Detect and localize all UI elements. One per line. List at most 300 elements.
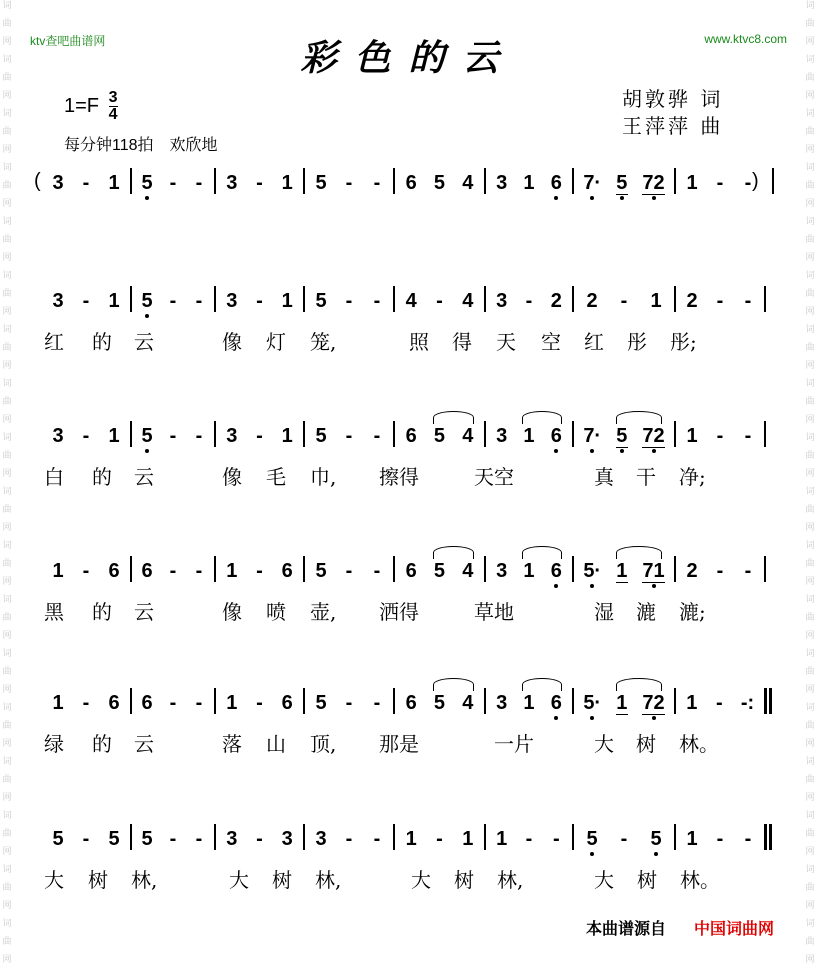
side-watermark-char: 曲 bbox=[2, 289, 12, 299]
side-watermark-char: 网 bbox=[805, 955, 815, 963]
lyric-word: 天 bbox=[496, 330, 516, 354]
measure bbox=[44, 560, 128, 582]
side-watermark-char: 网 bbox=[805, 523, 815, 533]
note: 6 bbox=[405, 692, 417, 714]
note: - bbox=[169, 828, 177, 850]
lyric-word: 山 bbox=[266, 732, 286, 756]
note: 6 bbox=[108, 560, 120, 582]
bar-line bbox=[303, 688, 305, 714]
note: 3 bbox=[496, 560, 508, 582]
bar-line bbox=[764, 421, 766, 447]
lyricist-credit: 胡敦骅 词 bbox=[622, 87, 724, 111]
note: - bbox=[744, 425, 752, 447]
watermark-left[interactable]: ktv查吧曲谱网 bbox=[30, 34, 106, 48]
measure bbox=[307, 692, 391, 714]
side-watermark-char: 网 bbox=[805, 361, 815, 371]
left-watermark-strip bbox=[0, 0, 14, 963]
bar-line bbox=[130, 556, 132, 582]
note: 4 bbox=[462, 560, 474, 582]
note: - bbox=[716, 425, 724, 447]
note: 5 bbox=[315, 692, 327, 714]
side-watermark-char: 词 bbox=[805, 541, 815, 551]
note: 1 bbox=[523, 692, 535, 714]
note: 4 bbox=[405, 290, 417, 312]
side-watermark-char: 曲 bbox=[2, 559, 12, 569]
note: - bbox=[82, 828, 90, 850]
measure bbox=[218, 290, 301, 312]
note: 5· bbox=[583, 560, 602, 582]
bar-line bbox=[484, 824, 486, 850]
bar-line bbox=[572, 286, 574, 312]
side-watermark-char: 网 bbox=[805, 793, 815, 803]
note: -: bbox=[740, 692, 755, 714]
measure bbox=[218, 425, 301, 447]
side-watermark-char: 网 bbox=[2, 955, 12, 963]
note: - bbox=[373, 290, 381, 312]
bar-line bbox=[393, 421, 395, 447]
bar-line bbox=[484, 286, 486, 312]
side-watermark-char: 词 bbox=[805, 595, 815, 605]
side-watermark-char: 词 bbox=[2, 109, 12, 119]
note: 5 bbox=[141, 425, 153, 447]
side-watermark-char: 网 bbox=[805, 253, 815, 263]
lyric-word: 落 bbox=[222, 732, 242, 756]
measure bbox=[678, 290, 762, 312]
side-watermark-char: 曲 bbox=[2, 343, 12, 353]
lyric-word: 笼, bbox=[310, 330, 337, 354]
side-watermark-char: 词 bbox=[805, 109, 815, 119]
note: - bbox=[716, 560, 724, 582]
side-watermark-char: 词 bbox=[2, 703, 12, 713]
side-watermark-char: 词 bbox=[2, 217, 12, 227]
measure bbox=[307, 828, 391, 850]
side-watermark-char: 曲 bbox=[2, 73, 12, 83]
side-watermark-char: 网 bbox=[2, 631, 12, 641]
note: 72 bbox=[642, 691, 665, 714]
note: 6 bbox=[141, 692, 153, 714]
slur bbox=[522, 411, 562, 424]
side-watermark-char: 曲 bbox=[2, 19, 12, 29]
measure bbox=[218, 560, 301, 582]
note: 3 bbox=[52, 290, 64, 312]
slur bbox=[433, 411, 474, 424]
note: 1 bbox=[108, 172, 120, 194]
note: - bbox=[373, 560, 381, 582]
note: - bbox=[82, 560, 90, 582]
side-watermark-char: 曲 bbox=[805, 289, 815, 299]
note: 5 bbox=[616, 171, 628, 194]
lyric-word: 红 bbox=[584, 330, 604, 354]
measure bbox=[678, 560, 762, 582]
note: - bbox=[525, 828, 533, 850]
side-watermark-char: 词 bbox=[2, 919, 12, 929]
side-watermark-char: 曲 bbox=[2, 235, 12, 245]
lyric-word: 壶, bbox=[310, 600, 337, 624]
side-watermark-char: 网 bbox=[2, 793, 12, 803]
side-watermark-char: 曲 bbox=[805, 505, 815, 515]
note: 3 bbox=[226, 172, 238, 194]
note: 3 bbox=[496, 290, 508, 312]
note: 5 bbox=[141, 290, 153, 312]
note: 3 bbox=[496, 172, 508, 194]
bar-line bbox=[674, 421, 676, 447]
note: 3 bbox=[226, 828, 238, 850]
watermark-right[interactable]: www.ktvc8.com bbox=[704, 32, 787, 46]
side-watermark-char: 词 bbox=[805, 325, 815, 335]
note: - bbox=[345, 560, 353, 582]
side-watermark-char: 曲 bbox=[805, 883, 815, 893]
lyric-word: 的 bbox=[92, 465, 112, 489]
note: 6 bbox=[550, 692, 562, 714]
lyric-word: 漉; bbox=[679, 600, 706, 624]
note: 7· bbox=[583, 425, 602, 447]
slur bbox=[616, 546, 662, 559]
lyric-word: 的 bbox=[92, 330, 112, 354]
note: - bbox=[373, 172, 381, 194]
side-watermark-char: 曲 bbox=[2, 451, 12, 461]
measure bbox=[488, 692, 570, 714]
lyric-word: 林, bbox=[315, 868, 342, 892]
measure bbox=[134, 692, 212, 714]
note: 1 bbox=[523, 425, 535, 447]
measure bbox=[397, 425, 482, 447]
note: 6 bbox=[550, 172, 562, 194]
note: 5 bbox=[650, 828, 662, 850]
side-watermark-char: 词 bbox=[805, 217, 815, 227]
measure bbox=[678, 425, 762, 447]
measure bbox=[397, 828, 482, 850]
side-watermark-char: 词 bbox=[2, 1, 12, 11]
lyric-word: 像 bbox=[222, 330, 242, 354]
lyric-word: 的 bbox=[92, 600, 112, 624]
side-watermark-char: 网 bbox=[805, 577, 815, 587]
note: - bbox=[195, 692, 203, 714]
time-signature bbox=[109, 90, 118, 123]
side-watermark-char: 词 bbox=[2, 433, 12, 443]
side-watermark-char: 网 bbox=[805, 739, 815, 749]
note: 1 bbox=[281, 172, 293, 194]
side-watermark-char: 词 bbox=[2, 487, 12, 497]
note: 1 bbox=[496, 828, 508, 850]
measure bbox=[397, 692, 482, 714]
measure bbox=[576, 425, 672, 447]
note: 5 bbox=[315, 290, 327, 312]
bar-line bbox=[674, 824, 676, 850]
note: - bbox=[716, 828, 724, 850]
lyric-word: 大 bbox=[44, 868, 64, 892]
side-watermark-char: 词 bbox=[2, 811, 12, 821]
note: 3 bbox=[281, 828, 293, 850]
note: - bbox=[256, 172, 263, 194]
measure bbox=[576, 290, 672, 312]
bar-line bbox=[764, 286, 766, 312]
measure bbox=[397, 290, 482, 312]
side-watermark-char: 网 bbox=[805, 847, 815, 857]
measure bbox=[307, 425, 391, 447]
side-watermark-char: 网 bbox=[2, 523, 12, 533]
lyric-word: 照 bbox=[409, 330, 429, 354]
bar-line bbox=[130, 824, 132, 850]
side-watermark-char: 词 bbox=[805, 649, 815, 659]
slur bbox=[522, 546, 562, 559]
bar-line bbox=[303, 824, 305, 850]
side-watermark-char: 曲 bbox=[805, 451, 815, 461]
side-watermark-char: 网 bbox=[2, 307, 12, 317]
note: - bbox=[744, 560, 752, 582]
measure bbox=[218, 828, 301, 850]
note: 2 bbox=[586, 290, 598, 312]
side-watermark-char: 词 bbox=[805, 271, 815, 281]
lyric-word: 洒得 bbox=[379, 600, 419, 624]
bar-line bbox=[214, 421, 216, 447]
side-watermark-char: 网 bbox=[2, 361, 12, 371]
bar-line bbox=[674, 286, 676, 312]
lyric-word: 林, bbox=[131, 868, 158, 892]
bar-line bbox=[303, 168, 305, 194]
bar-line bbox=[303, 286, 305, 312]
note: - bbox=[744, 290, 752, 312]
measure bbox=[678, 692, 762, 714]
bar-line bbox=[484, 688, 486, 714]
song-title: 彩色的云 bbox=[300, 37, 517, 79]
lyric-word: 干 bbox=[636, 465, 656, 489]
lyric-word: 大 bbox=[594, 732, 614, 756]
bar-line bbox=[572, 421, 574, 447]
side-watermark-char: 网 bbox=[2, 847, 12, 857]
side-watermark-char: 网 bbox=[2, 37, 12, 47]
note: - bbox=[195, 425, 203, 447]
lyric-word: 林, bbox=[497, 868, 524, 892]
bar-line bbox=[214, 168, 216, 194]
side-watermark-char: 词 bbox=[2, 271, 12, 281]
side-watermark-char: 曲 bbox=[805, 73, 815, 83]
bar-line bbox=[484, 556, 486, 582]
side-watermark-char: 网 bbox=[2, 145, 12, 155]
note: 5 bbox=[108, 828, 120, 850]
lyric-word: 空 bbox=[541, 330, 561, 354]
measure bbox=[488, 560, 570, 582]
time-sig-top: 3 bbox=[108, 89, 118, 106]
side-watermark-char: 词 bbox=[2, 163, 12, 173]
bar-line bbox=[130, 421, 132, 447]
measure bbox=[218, 172, 301, 194]
side-watermark-char: 曲 bbox=[805, 721, 815, 731]
bar-line bbox=[214, 556, 216, 582]
note: - bbox=[436, 828, 443, 850]
bar-line bbox=[393, 168, 395, 194]
measure bbox=[44, 425, 128, 447]
note: 4 bbox=[462, 425, 474, 447]
measure bbox=[488, 172, 570, 194]
lyric-word: 灯 bbox=[266, 330, 286, 354]
side-watermark-char: 曲 bbox=[805, 235, 815, 245]
note: 5· bbox=[583, 692, 602, 714]
lyric-word: 像 bbox=[222, 600, 242, 624]
note: 2 bbox=[686, 560, 698, 582]
lyric-word: 云 bbox=[134, 600, 154, 624]
bar-line bbox=[572, 824, 574, 850]
lyric-word: 真 bbox=[594, 465, 614, 489]
lyric-word: 云 bbox=[134, 732, 154, 756]
note: 3 bbox=[52, 172, 64, 194]
footer-site-link[interactable]: 中国词曲网 bbox=[694, 919, 775, 938]
lyric-word: 一片 bbox=[494, 732, 534, 756]
note: - bbox=[715, 692, 723, 714]
side-watermark-char: 网 bbox=[805, 685, 815, 695]
note: - bbox=[345, 828, 353, 850]
side-watermark-char: 网 bbox=[2, 199, 12, 209]
side-watermark-char: 曲 bbox=[805, 397, 815, 407]
note: 6 bbox=[405, 172, 417, 194]
note: 6 bbox=[141, 560, 153, 582]
measure bbox=[307, 560, 391, 582]
time-sig-bottom: 4 bbox=[108, 106, 118, 123]
note: 4 bbox=[462, 692, 474, 714]
bar-line bbox=[484, 421, 486, 447]
lyric-word: 漉 bbox=[636, 600, 656, 624]
bar-line bbox=[303, 421, 305, 447]
note: 1 bbox=[52, 692, 64, 714]
lyric-word: 林。 bbox=[679, 732, 719, 756]
lyric-word: 那是 bbox=[379, 732, 419, 756]
bar-line bbox=[764, 688, 767, 714]
note: 1 bbox=[226, 560, 238, 582]
side-watermark-char: 曲 bbox=[2, 775, 12, 785]
measure bbox=[576, 172, 672, 194]
side-watermark-char: 曲 bbox=[805, 181, 815, 191]
note: 1 bbox=[523, 172, 535, 194]
measure bbox=[576, 560, 672, 582]
side-watermark-char: 网 bbox=[805, 145, 815, 155]
tempo-marking: 每分钟118拍 欢欣地 bbox=[64, 137, 218, 154]
side-watermark-char: 网 bbox=[805, 415, 815, 425]
footer-source: 本曲谱源自 bbox=[586, 919, 667, 938]
note: 1 bbox=[686, 828, 698, 850]
side-watermark-char: 词 bbox=[805, 487, 815, 497]
side-watermark-char: 曲 bbox=[2, 937, 12, 947]
bar-line bbox=[393, 286, 395, 312]
note: 4 bbox=[462, 172, 474, 194]
note: - bbox=[256, 828, 263, 850]
lyric-word: 得 bbox=[452, 330, 472, 354]
note: 1 bbox=[523, 560, 535, 582]
note: - bbox=[195, 560, 203, 582]
side-watermark-char: 曲 bbox=[2, 829, 12, 839]
note: 6 bbox=[281, 692, 293, 714]
lyric-word: 树 bbox=[454, 868, 474, 892]
lyric-word: 大 bbox=[594, 868, 614, 892]
side-watermark-char: 曲 bbox=[805, 775, 815, 785]
bar-line bbox=[572, 556, 574, 582]
note: 1 bbox=[52, 560, 64, 582]
measure bbox=[44, 172, 128, 194]
measure bbox=[488, 425, 570, 447]
side-watermark-char: 词 bbox=[805, 865, 815, 875]
lyric-word: 顶, bbox=[310, 732, 337, 756]
side-watermark-char: 词 bbox=[805, 55, 815, 65]
side-watermark-char: 词 bbox=[2, 865, 12, 875]
lyric-word: 黑 bbox=[44, 600, 64, 624]
note: 2 bbox=[550, 290, 562, 312]
bar-line bbox=[393, 824, 395, 850]
side-watermark-char: 网 bbox=[805, 901, 815, 911]
side-watermark-char: 网 bbox=[2, 253, 12, 263]
lyric-word: 树 bbox=[637, 868, 657, 892]
side-watermark-char: 曲 bbox=[2, 883, 12, 893]
side-watermark-char: 词 bbox=[2, 649, 12, 659]
note: - bbox=[716, 290, 724, 312]
note: 3 bbox=[496, 425, 508, 447]
side-watermark-char: 网 bbox=[2, 577, 12, 587]
note: 5 bbox=[433, 560, 446, 582]
note: 6 bbox=[405, 560, 417, 582]
note: - bbox=[195, 828, 203, 850]
side-watermark-char: 词 bbox=[805, 433, 815, 443]
side-watermark-char: 词 bbox=[805, 757, 815, 767]
lyric-word: 天空 bbox=[474, 465, 514, 489]
bar-line bbox=[674, 168, 676, 194]
measure bbox=[488, 828, 570, 850]
bar-line bbox=[130, 688, 132, 714]
open-paren: ( bbox=[34, 170, 41, 192]
note: 1 bbox=[226, 692, 238, 714]
side-watermark-char: 曲 bbox=[805, 127, 815, 137]
note: 6 bbox=[281, 560, 293, 582]
measure bbox=[134, 425, 212, 447]
side-watermark-char: 网 bbox=[805, 631, 815, 641]
slur bbox=[433, 678, 474, 691]
lyric-word: 喷 bbox=[266, 600, 286, 624]
note: 5 bbox=[315, 425, 327, 447]
measure bbox=[307, 290, 391, 312]
note: 6 bbox=[405, 425, 417, 447]
note: - bbox=[82, 290, 90, 312]
note: - bbox=[82, 692, 90, 714]
measure bbox=[218, 692, 301, 714]
measure bbox=[488, 290, 570, 312]
close-paren: ) bbox=[752, 170, 759, 192]
note: 6 bbox=[550, 560, 562, 582]
side-watermark-char: 词 bbox=[2, 595, 12, 605]
measure bbox=[576, 692, 672, 714]
measure bbox=[397, 560, 482, 582]
side-watermark-char: 网 bbox=[805, 307, 815, 317]
note: - bbox=[744, 172, 752, 194]
bar-line bbox=[214, 286, 216, 312]
bar-line bbox=[764, 824, 767, 850]
note: 5 bbox=[433, 172, 446, 194]
note: 5 bbox=[141, 828, 153, 850]
side-watermark-char: 网 bbox=[2, 685, 12, 695]
note: - bbox=[169, 290, 177, 312]
note: - bbox=[82, 172, 90, 194]
note: - bbox=[169, 560, 177, 582]
note: 1 bbox=[616, 691, 628, 714]
note: 1 bbox=[686, 172, 698, 194]
side-watermark-char: 词 bbox=[805, 163, 815, 173]
lyric-word: 毛 bbox=[266, 465, 286, 489]
composer-credit: 王萍萍 曲 bbox=[622, 114, 724, 138]
note: - bbox=[345, 172, 353, 194]
note: - bbox=[373, 692, 381, 714]
lyric-word: 红 bbox=[44, 330, 64, 354]
lyric-word: 彤 bbox=[627, 330, 647, 354]
bar-line bbox=[130, 286, 132, 312]
note: 4 bbox=[462, 290, 474, 312]
lyric-word: 净; bbox=[679, 465, 706, 489]
lyric-word: 林。 bbox=[680, 868, 720, 892]
note: 1 bbox=[686, 692, 698, 714]
